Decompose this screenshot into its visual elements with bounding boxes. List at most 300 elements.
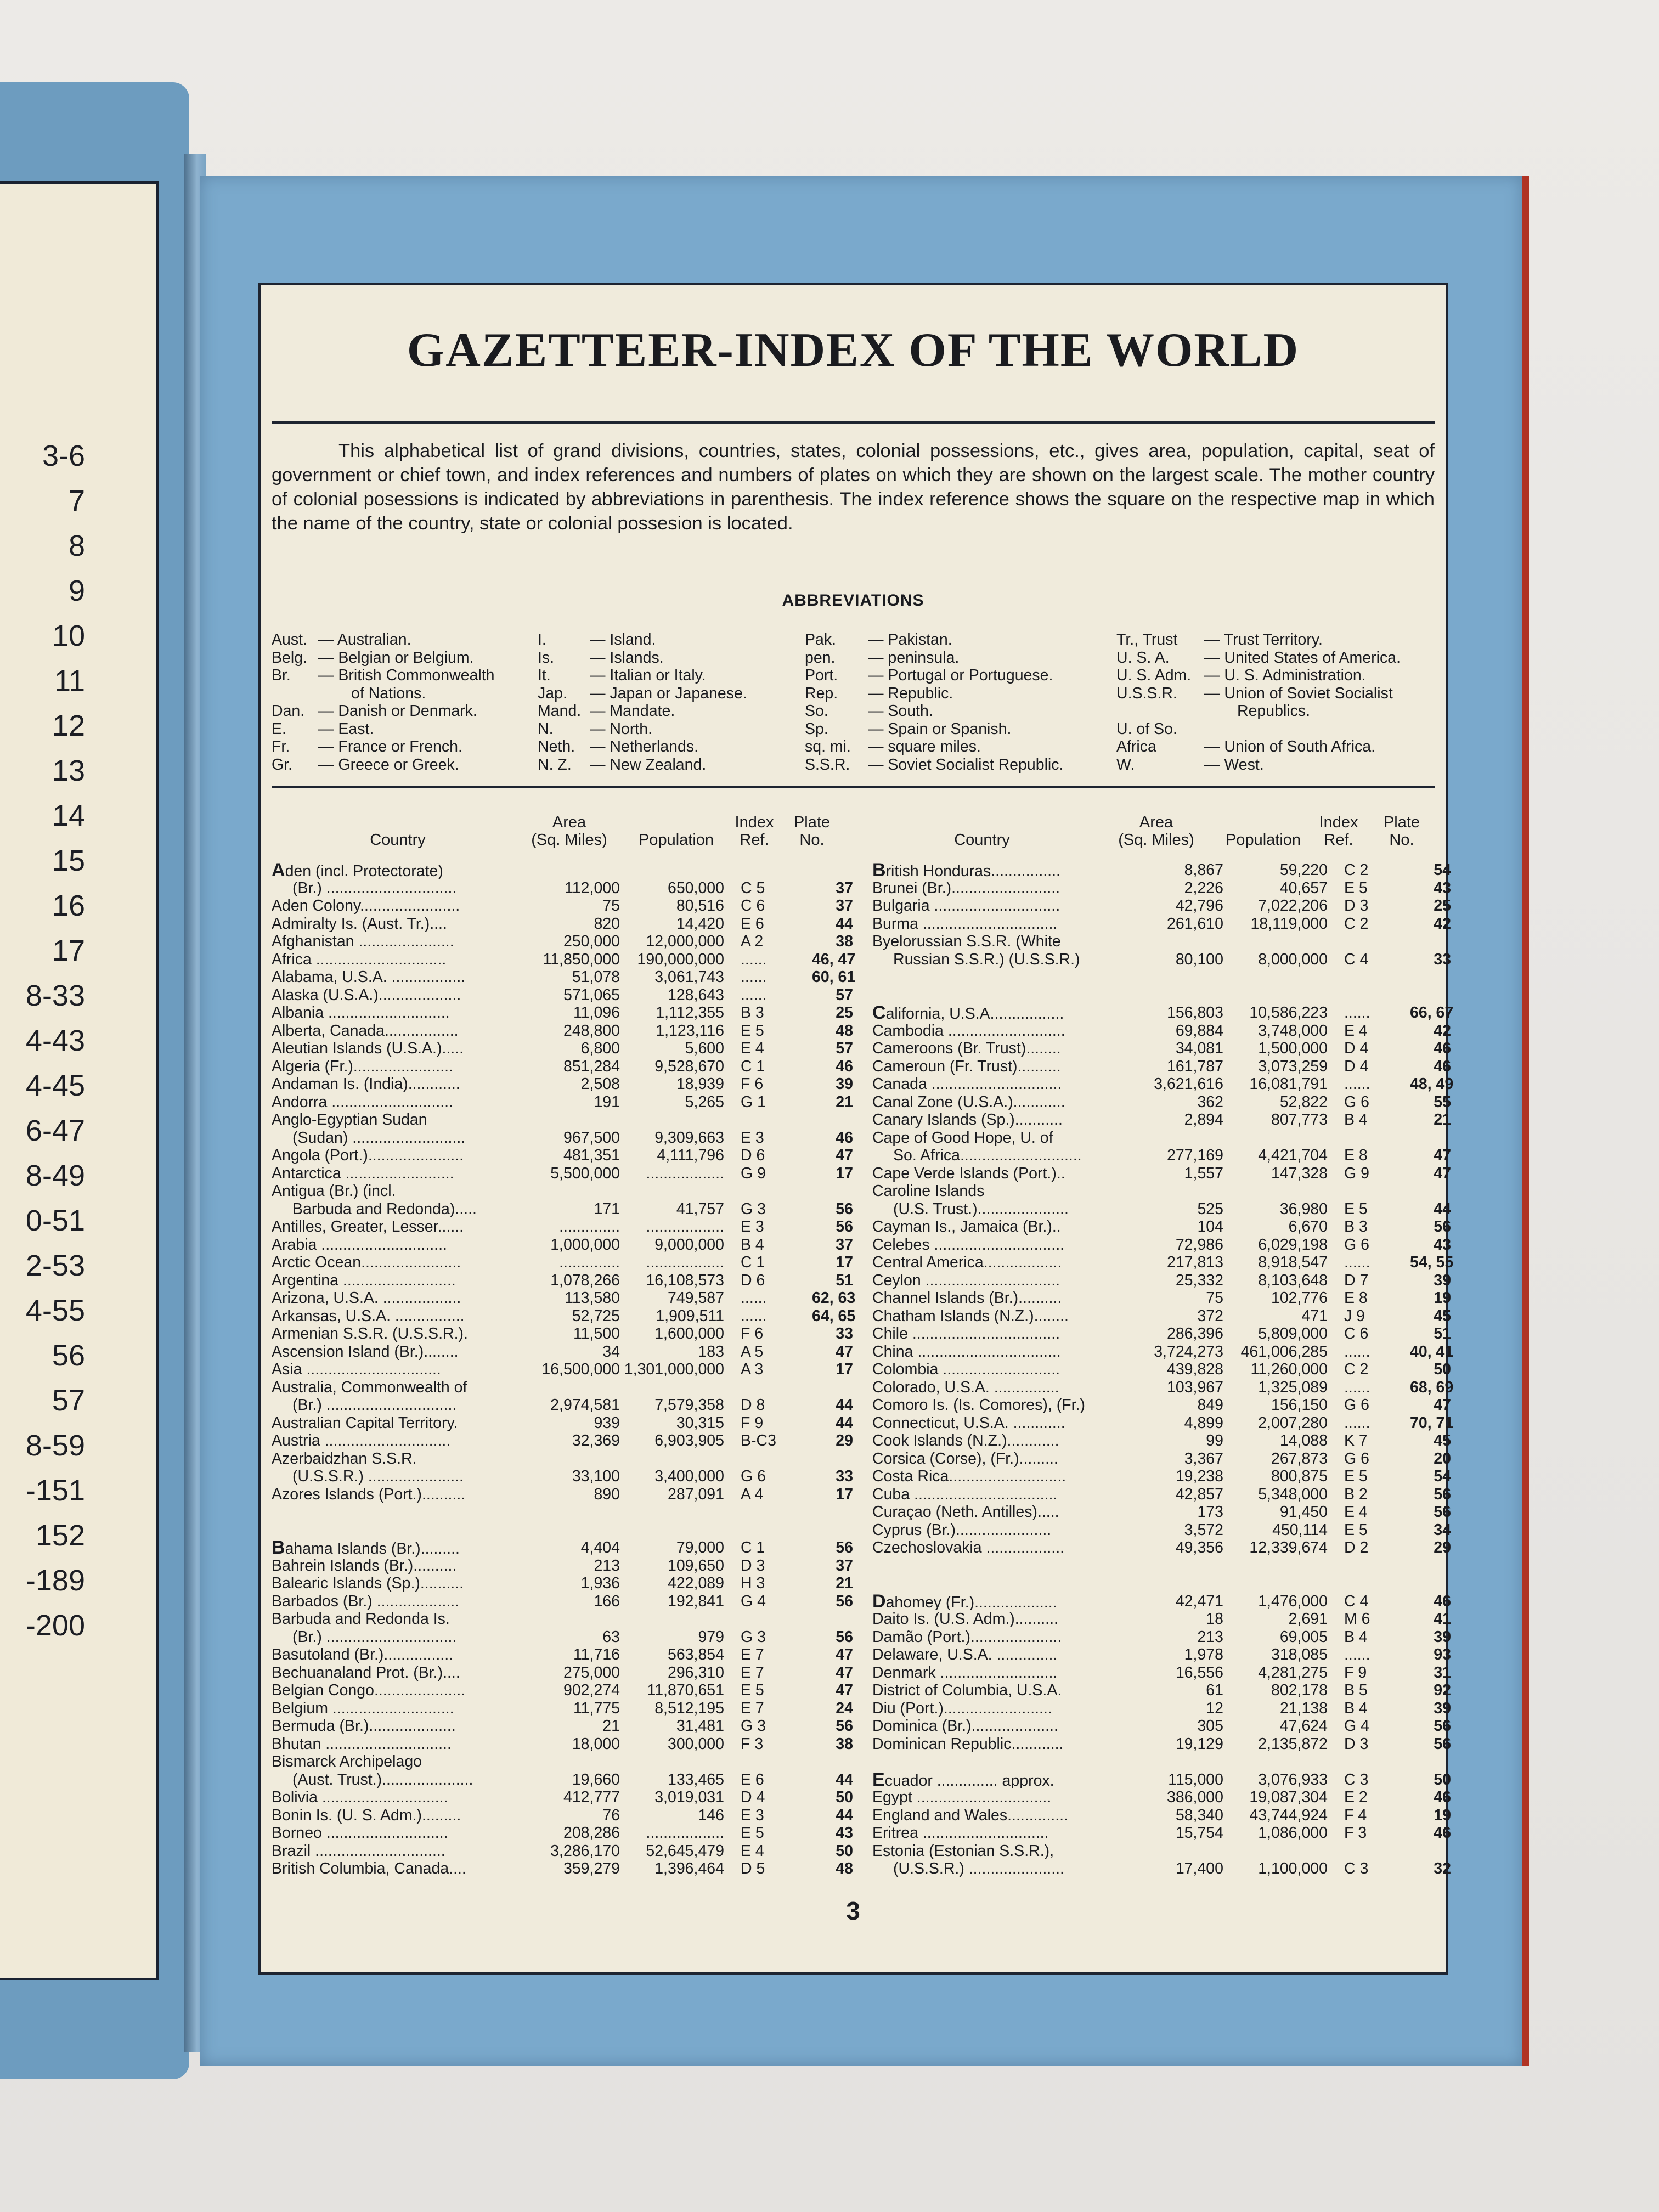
table-row	[272, 1147, 853, 1165]
abbreviation-meaning: — Belgian or Belgium.	[318, 648, 474, 667]
area-value: 18	[1206, 1610, 1223, 1628]
index-ref: D 4	[1344, 1040, 1369, 1057]
index-ref: B 2	[1344, 1485, 1368, 1503]
plate-number: 47	[836, 1342, 853, 1361]
country-name: Curaçao (Neth. Antilles).....	[872, 1503, 1059, 1521]
index-ref: C 3	[1344, 1770, 1369, 1788]
plate-number: 37	[836, 1235, 853, 1254]
table-row	[272, 1093, 853, 1111]
population-value: 5,348,000	[1258, 1485, 1328, 1503]
index-ref: H 3	[741, 1575, 765, 1592]
area-value	[1122, 1182, 1223, 1200]
population-value	[1223, 1753, 1328, 1771]
plate-number: 39	[1434, 1628, 1451, 1646]
plate-number: 47	[1434, 1396, 1451, 1414]
population-value: 8,918,547	[1258, 1254, 1328, 1271]
abbreviation-row	[272, 702, 495, 720]
country-name: Alaska (U.S.A.)...................	[272, 986, 461, 1004]
area-value: 571,065	[563, 986, 620, 1004]
index-ref	[724, 1610, 812, 1628]
area-value: 849	[1197, 1396, 1223, 1414]
plate-number: 34	[1434, 1521, 1451, 1539]
abbreviation-row	[1116, 685, 1401, 703]
population-value: 1,086,000	[1258, 1824, 1328, 1842]
area-value	[521, 1610, 620, 1628]
abbreviation-row	[272, 756, 495, 774]
abbreviation-key: N.	[538, 720, 554, 738]
population-value: 1,123,116	[656, 1022, 724, 1040]
abbreviation-key: Africa	[1116, 738, 1156, 755]
population-value	[1223, 1557, 1328, 1575]
plate-number: 39	[836, 1075, 853, 1093]
area-value: 103,967	[1166, 1378, 1223, 1396]
table-row	[272, 1610, 837, 1628]
population-value	[620, 1521, 724, 1539]
index-ref	[724, 1111, 812, 1129]
area-value: 213	[594, 1556, 620, 1575]
country-name: Anglo-Egyptian Sudan	[272, 1111, 427, 1128]
table-row	[872, 915, 1451, 933]
area-value: 171	[594, 1200, 620, 1218]
index-ref: F 6	[741, 1075, 764, 1093]
country-name: Colorado, U.S.A. ...............	[872, 1378, 1059, 1396]
abbreviation-key: S.S.R.	[805, 755, 850, 774]
table-row	[872, 1770, 1451, 1789]
area-value: 3,724,273	[1154, 1342, 1223, 1361]
plate-number: 54	[1434, 1468, 1451, 1485]
abbreviation-meaning: — British Commonwealth	[318, 667, 495, 684]
table-row	[872, 1218, 1451, 1236]
table-row	[272, 1128, 853, 1147]
country-name	[872, 986, 1122, 1005]
plate-number: 47	[836, 1663, 853, 1681]
index-ref	[1328, 1182, 1410, 1200]
country-name: Chile ..................................	[872, 1325, 1060, 1342]
abbreviation-row	[272, 720, 495, 738]
population-value: 318,085	[1271, 1646, 1328, 1663]
area-value: 372	[1197, 1307, 1223, 1325]
area-value: 967,500	[563, 1128, 620, 1147]
population-value: 807,773	[1271, 1111, 1328, 1128]
area-value: 439,828	[1166, 1361, 1223, 1378]
header-population: Population	[638, 831, 714, 849]
table-row	[872, 1307, 1451, 1325]
population-value: 563,854	[667, 1646, 724, 1663]
abbreviation-key: U. of So.	[1116, 720, 1177, 738]
population-value: 102,776	[1271, 1289, 1328, 1307]
table-row	[872, 1289, 1451, 1307]
table-row	[272, 1111, 837, 1129]
population-value: 1,600,000	[654, 1325, 724, 1342]
table-row	[872, 1592, 1451, 1611]
country-name: Brazil ..............................	[272, 1842, 445, 1860]
table-row	[872, 1521, 1451, 1539]
table-row	[872, 1378, 1454, 1397]
population-value: 1,500,000	[1258, 1040, 1328, 1057]
plate-number: 17	[836, 1164, 853, 1182]
country-name: Ascension Island (Br.)........	[272, 1342, 459, 1361]
population-value: 3,019,031	[654, 1788, 724, 1806]
table-row	[272, 933, 853, 951]
index-ref: G 6	[1344, 1093, 1369, 1111]
population-value: 1,301,000,000	[624, 1361, 724, 1378]
country-name: So. Africa............................	[893, 1147, 1082, 1164]
left-page-number: 3-6	[42, 439, 85, 472]
plate-number: 62, 63	[812, 1289, 856, 1307]
country-name: Azerbaidzhan S.S.R.	[272, 1449, 417, 1468]
plate-number: 47	[1434, 1164, 1451, 1182]
plate-number	[812, 861, 853, 879]
plate-number	[812, 1503, 853, 1521]
left-page-number: 0-51	[25, 1204, 85, 1237]
area-value: 2,226	[1184, 879, 1223, 897]
country-name: Damão (Port.).....................	[872, 1628, 1062, 1646]
abbreviation-key: So.	[805, 702, 828, 720]
plate-number: 40, 41	[1410, 1342, 1454, 1361]
population-value: 1,100,000	[1258, 1860, 1328, 1877]
abbreviation-key: Neth.	[538, 738, 575, 755]
country-name: Algeria (Fr.).......................	[272, 1057, 453, 1075]
index-ref: C 1	[741, 1254, 765, 1271]
country-name: Central America..................	[872, 1254, 1062, 1271]
country-name: (Br.) ..............................	[292, 879, 457, 897]
index-ref: ......	[1344, 1646, 1370, 1663]
table-row	[272, 1396, 853, 1414]
population-value: 18,119,000	[1250, 915, 1328, 933]
country-name: British Columbia, Canada....	[272, 1860, 466, 1877]
plate-number: 21	[836, 1575, 853, 1592]
population-value	[1223, 1575, 1328, 1593]
area-value: 21	[602, 1717, 620, 1735]
population-value: 9,528,670	[654, 1057, 724, 1075]
population-value: 287,091	[667, 1485, 724, 1503]
left-page-number: 12	[52, 709, 85, 742]
country-name: Daito Is. (U.S. Adm.)..........	[872, 1610, 1058, 1628]
population-value: 461,006,285	[1240, 1342, 1328, 1361]
abbreviation-row	[272, 649, 495, 667]
area-value: 75	[1206, 1289, 1223, 1307]
country-name: Africa ..............................	[272, 950, 447, 968]
area-value: 902,274	[563, 1681, 620, 1699]
area-value	[521, 1450, 620, 1468]
index-ref: M 6	[1344, 1610, 1370, 1628]
index-ref: B 4	[741, 1235, 764, 1254]
area-value: 305	[1197, 1717, 1223, 1735]
population-value: 16,081,791	[1249, 1075, 1328, 1093]
header-country: Country	[370, 831, 426, 849]
plate-number: 37	[836, 1556, 853, 1575]
country-name: Bolivia .............................	[272, 1788, 448, 1806]
header-index-right: Index Ref.	[1319, 814, 1358, 849]
abbreviation-row	[805, 756, 1063, 774]
area-value: 156,803	[1166, 1004, 1223, 1022]
country-name: Aleutian Islands (U.S.A.).....	[272, 1040, 464, 1057]
table-row	[872, 1753, 1435, 1771]
abbreviation-key: Jap.	[538, 684, 567, 702]
index-ref: ......	[741, 1289, 767, 1307]
index-ref: B 3	[1344, 1218, 1368, 1235]
index-ref: C 3	[1344, 1860, 1369, 1877]
index-ref: D 8	[741, 1396, 765, 1414]
population-value: 6,670	[1288, 1218, 1328, 1235]
abbreviation-key: Rep.	[805, 684, 838, 702]
population-value: 11,870,651	[647, 1681, 724, 1699]
plate-number: 29	[1434, 1539, 1451, 1556]
index-ref: ......	[741, 950, 767, 968]
plate-number: 56	[1434, 1717, 1451, 1735]
abbreviations-heading: ABBREVIATIONS	[782, 591, 924, 610]
index-ref: F 9	[741, 1414, 764, 1432]
index-ref: C 1	[741, 1057, 765, 1075]
abbreviation-meaning: — East.	[318, 720, 374, 738]
area-value: 5,500,000	[550, 1164, 620, 1182]
index-ref: E 4	[1344, 1503, 1368, 1521]
plate-number: 47	[836, 1646, 853, 1663]
plate-number: 50	[836, 1842, 853, 1860]
left-page-number: 8-33	[25, 979, 85, 1012]
index-ref: E 8	[1344, 1147, 1368, 1164]
plate-number: 44	[836, 1414, 853, 1432]
population-value: 133,465	[667, 1770, 724, 1788]
plate-number: 50	[1434, 1361, 1451, 1378]
population-value: 300,000	[667, 1735, 724, 1753]
plate-number: 37	[836, 879, 853, 897]
index-ref: ......	[1344, 1004, 1370, 1022]
table-row	[872, 1254, 1454, 1272]
table-row	[272, 1235, 853, 1254]
plate-number: 38	[836, 1735, 853, 1753]
table-row	[872, 1575, 1435, 1593]
table-row	[272, 1503, 837, 1521]
abbreviations-rule	[272, 786, 1435, 788]
plate-number: 44	[1434, 1200, 1451, 1218]
plate-number: 32	[1434, 1860, 1451, 1877]
area-value: 2,974,581	[550, 1396, 620, 1414]
table-row	[272, 1271, 853, 1290]
area-value: 6,800	[580, 1040, 620, 1057]
population-value	[620, 1111, 724, 1129]
abbreviation-key: Fr.	[272, 738, 290, 755]
table-row	[272, 1753, 837, 1771]
plate-number: 31	[1434, 1663, 1451, 1681]
country-name: Angola (Port.)......................	[272, 1147, 464, 1164]
index-ref: E 6	[741, 915, 764, 933]
index-ref: B 4	[1344, 1628, 1368, 1646]
plate-number: 56	[836, 1200, 853, 1218]
area-value: 525	[1197, 1200, 1223, 1218]
area-value: 32,369	[572, 1432, 620, 1449]
area-value: 113,580	[565, 1289, 620, 1307]
plate-number: 56	[836, 1539, 853, 1556]
population-value: 31,481	[676, 1717, 724, 1735]
area-value: 161,787	[1166, 1057, 1223, 1075]
area-value: 42,796	[1175, 897, 1223, 915]
abbreviation-key: Gr.	[272, 755, 293, 774]
population-value: 52,645,479	[646, 1842, 724, 1860]
index-ref: E 8	[1344, 1289, 1368, 1307]
table-row	[872, 1485, 1451, 1504]
area-value: 2,508	[580, 1075, 620, 1093]
plate-number: 17	[836, 1361, 853, 1378]
plate-number: 48	[836, 1860, 853, 1877]
table-row	[272, 1342, 853, 1361]
area-value: 33,100	[572, 1468, 620, 1485]
header-population-right: Population	[1225, 831, 1301, 849]
population-value: 5,265	[685, 1093, 724, 1111]
population-value: 1,325,089	[1258, 1378, 1328, 1396]
population-value: 30,315	[676, 1414, 724, 1432]
country-name: (U.S. Trust.).....................	[893, 1200, 1069, 1218]
country-name: Corsica (Corse), (Fr.).........	[872, 1449, 1058, 1468]
abbreviation-row	[272, 631, 495, 649]
area-value: 11,500	[573, 1325, 620, 1342]
population-value: 296,310	[667, 1663, 724, 1681]
country-name: Admiralty Is. (Aust. Tr.)....	[272, 915, 447, 933]
abbreviation-meaning: — Union of South Africa.	[1204, 738, 1376, 755]
header-plate-right: Plate No.	[1383, 814, 1420, 849]
table-row	[272, 1681, 853, 1700]
area-value: 250,000	[563, 933, 620, 950]
abbreviation-row	[805, 738, 1063, 756]
plate-number: 29	[836, 1432, 853, 1449]
country-name: Antigua (Br.) (incl.	[272, 1182, 396, 1200]
population-value: 8,000,000	[1258, 950, 1328, 968]
table-row	[872, 1093, 1451, 1111]
table-row	[872, 1539, 1451, 1557]
country-name: Burma ...............................	[872, 915, 1058, 933]
population-value: 1,909,511	[656, 1307, 724, 1325]
index-ref: E 3	[741, 1218, 764, 1235]
abbreviation-meaning: — Japan or Japanese.	[590, 684, 747, 702]
abbreviation-row	[1116, 756, 1401, 774]
population-value: 3,400,000	[654, 1468, 724, 1485]
plate-number: 42	[1434, 1022, 1451, 1040]
abbreviation-row	[538, 756, 747, 774]
plate-number: 56	[1434, 1218, 1451, 1235]
country-name: District of Columbia, U.S.A.	[872, 1681, 1062, 1699]
country-name: Afghanistan ......................	[272, 933, 454, 950]
plate-number: 21	[1434, 1111, 1451, 1128]
plate-number: 93	[1434, 1646, 1451, 1663]
country-name: Costa Rica...........................	[872, 1468, 1066, 1485]
plate-number	[1410, 986, 1451, 1005]
index-ref: C 2	[1344, 915, 1369, 933]
population-value: 8,103,648	[1258, 1271, 1328, 1289]
population-value	[1223, 1182, 1328, 1200]
area-value: 8,867	[1184, 861, 1223, 879]
abbreviation-row	[1116, 720, 1401, 738]
table-row	[872, 1842, 1435, 1860]
plate-number: 19	[1434, 1289, 1451, 1307]
abbreviation-meaning: — Union of Soviet Socialist	[1204, 684, 1393, 702]
index-ref: A 4	[741, 1485, 764, 1503]
abbreviations-column-1	[272, 631, 495, 774]
index-ref: G 3	[741, 1200, 766, 1218]
area-value: 16,500,000	[541, 1361, 620, 1378]
country-name: Colombia ...........................	[872, 1361, 1060, 1378]
area-value: 51,078	[572, 968, 620, 986]
area-value: 1,078,266	[550, 1271, 620, 1289]
plate-number: 25	[836, 1004, 853, 1022]
table-row	[872, 1325, 1451, 1343]
country-name: Estonia (Estonian S.S.R.),	[872, 1842, 1054, 1860]
left-page-number: 4-55	[25, 1294, 85, 1327]
country-name	[272, 1503, 521, 1521]
plate-number: 46	[1434, 1057, 1451, 1075]
table-row	[872, 1200, 1451, 1218]
left-page-number: 10	[52, 619, 85, 652]
abbreviation-key: N. Z.	[538, 755, 572, 774]
index-ref: C 4	[1344, 950, 1369, 968]
country-name: Bahrein Islands (Br.)..........	[272, 1556, 457, 1575]
country-name: Basutoland (Br.)................	[272, 1646, 454, 1663]
population-value: 69,005	[1279, 1628, 1328, 1646]
country-name: Comoro Is. (Is. Comores), (Fr.)	[872, 1396, 1085, 1414]
country-name: China .................................	[872, 1342, 1061, 1361]
population-value: 91,450	[1279, 1503, 1328, 1521]
area-value: 69,884	[1175, 1022, 1223, 1040]
population-value: 12,339,674	[1249, 1539, 1328, 1556]
index-ref	[724, 1182, 812, 1200]
area-value	[1122, 933, 1223, 951]
abbreviations-column-4	[1116, 631, 1401, 774]
area-value: 15,754	[1175, 1824, 1223, 1842]
area-value: 80,100	[1175, 950, 1223, 968]
index-ref: E 5	[741, 1824, 764, 1842]
index-ref: F 4	[1344, 1806, 1367, 1824]
area-value: 75	[602, 897, 620, 915]
index-ref	[1328, 1575, 1410, 1593]
index-ref: G 9	[741, 1164, 766, 1182]
table-row	[272, 986, 853, 1005]
table-row	[272, 1663, 853, 1682]
table-row	[872, 968, 1435, 986]
area-value	[1122, 1557, 1223, 1575]
header-index: Index Ref.	[735, 814, 774, 849]
table-row	[872, 1342, 1454, 1361]
plate-number: 47	[836, 1681, 853, 1699]
population-value: 128,643	[667, 986, 724, 1004]
abbreviation-meaning: — West.	[1204, 755, 1264, 774]
index-ref: G 6	[741, 1468, 766, 1485]
country-name: Cameroun (Fr. Trust)..........	[872, 1057, 1061, 1075]
index-ref: D 4	[741, 1788, 765, 1806]
country-name: Andorra ............................	[272, 1093, 454, 1111]
title-rule	[272, 421, 1435, 424]
country-name: California, U.S.A.................	[872, 1004, 1064, 1022]
index-ref	[724, 1753, 812, 1771]
area-value: 217,813	[1166, 1254, 1223, 1271]
abbreviation-meaning: — Portugal or Portuguese.	[868, 667, 1053, 684]
plate-number: 47	[1434, 1147, 1451, 1164]
area-value: 72,986	[1175, 1235, 1223, 1254]
index-ref	[1328, 1557, 1410, 1575]
plate-number	[812, 1753, 853, 1771]
area-value: 412,777	[563, 1788, 620, 1806]
table-row	[872, 1164, 1451, 1183]
left-page-number: 6-47	[25, 1114, 85, 1147]
area-value: 275,000	[563, 1663, 620, 1681]
country-name: Borneo ............................	[272, 1824, 448, 1842]
table-row	[272, 1307, 856, 1325]
table-row	[872, 1717, 1451, 1735]
table-row	[872, 1681, 1451, 1700]
plate-number: 56	[836, 1628, 853, 1646]
index-ref: D 4	[1344, 1057, 1369, 1075]
table-row	[272, 1788, 853, 1807]
intro-paragraph: This alphabetical list of grand divisions, countries, states, colonial possessions, etc., gives area, population, capital, seat of government or chief town, and index references and numbers of plates on which they are shown on the largest scale. The mother country of colonial posessions is indicated by abbreviations in parenthesis. The index reference shows the square on the respective map in which the name of the country, state or colonial possesion is located.	[272, 441, 1435, 534]
plate-number: 21	[836, 1093, 853, 1111]
